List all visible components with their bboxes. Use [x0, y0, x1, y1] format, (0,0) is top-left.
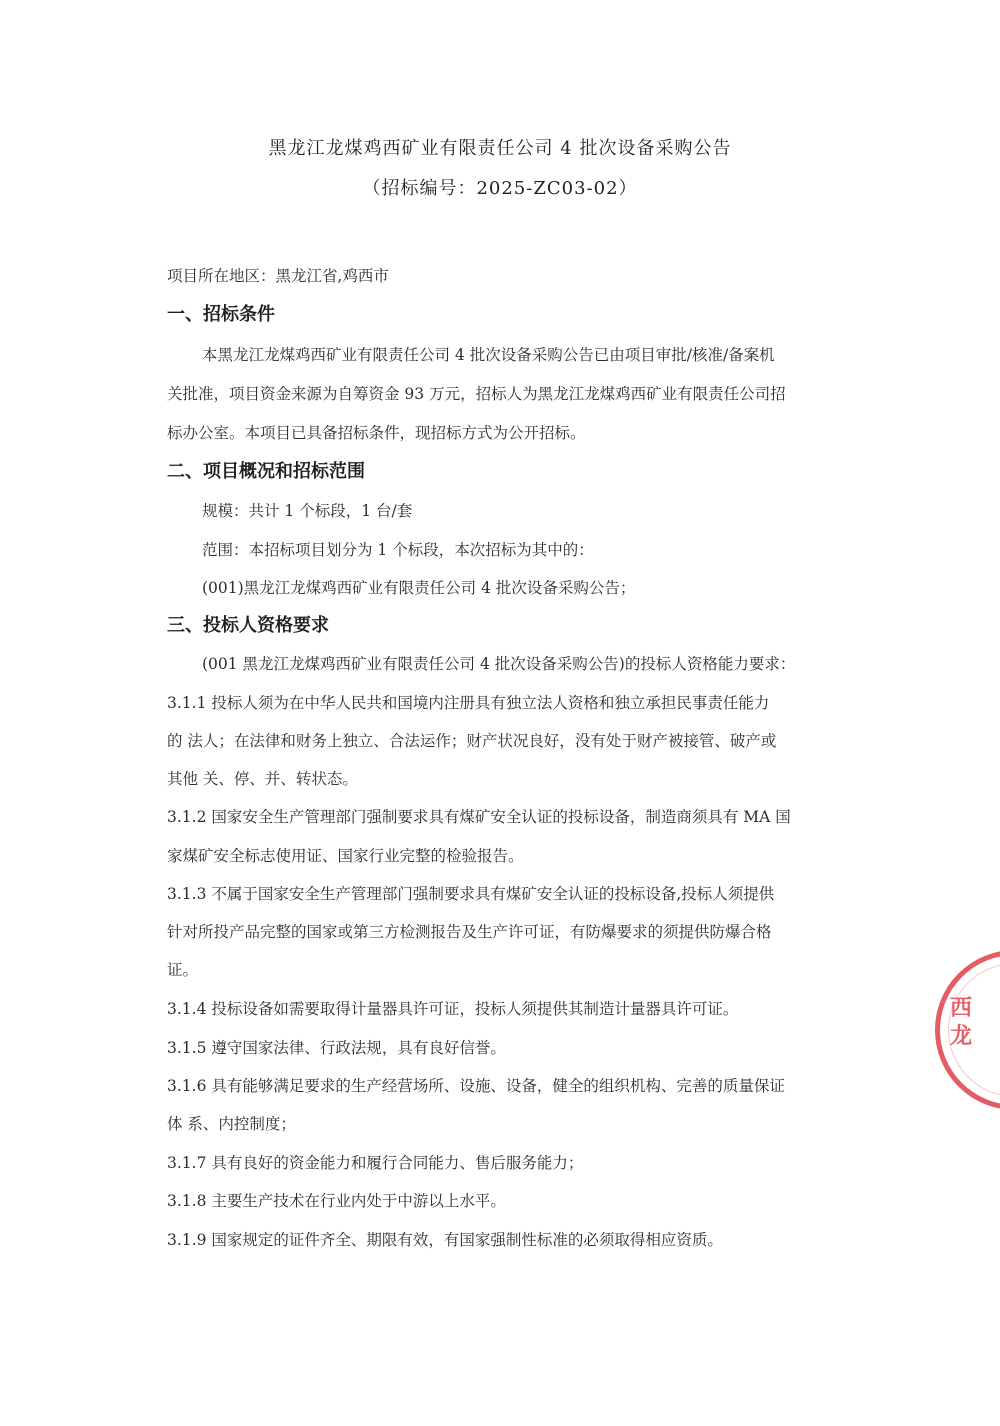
requirement-line: 3.1.4 投标设备如需要取得计量器具许可证，投标人须提供其制造计量器具许可证。 — [167, 1000, 739, 1018]
requirement-line: 3.1.9 国家规定的证件齐全、期限有效，有国家强制性标准的必须取得相应资质。 — [167, 1231, 723, 1249]
paragraph-line: 范围：本招标项目划分为 1 个标段，本次招标为其中的： — [202, 541, 594, 559]
seal-lettering: 西龙 — [950, 996, 973, 1049]
tender-number: （招标编号：2025-ZC03-02） — [362, 178, 638, 199]
paragraph-line: 规模：共计 1 个标段，1 台/套 — [202, 502, 413, 520]
project-location: 项目所在地区：黑龙江省,鸡西市 — [167, 267, 389, 285]
requirement-line: 3.1.1 投标人须为在中华人民共和国境内注册具有独立法人资格和独立承担民事责任能力 — [167, 694, 770, 712]
requirement-line: 其他 关、停、并、转状态。 — [167, 770, 358, 788]
requirement-line: 的 法人；在法律和财务上独立、合法运作；财产状况良好，没有处于财产被接管、破产或 — [167, 732, 777, 750]
requirement-line: 3.1.6 具有能够满足要求的生产经营场所、设施、设备，健全的组织机构、完善的质量保证 — [167, 1077, 785, 1095]
requirement-line: 3.1.8 主要生产技术在行业内处于中游以上水平。 — [167, 1192, 506, 1210]
section-heading-tender-conditions: 一、招标条件 — [167, 304, 275, 325]
company-seal-stamp — [935, 950, 1000, 1110]
requirement-line: 3.1.2 国家安全生产管理部门强制要求具有煤矿安全认证的投标设备，制造商须具有 MA 国 — [167, 808, 791, 826]
requirement-line: 针对所投产品完整的国家或第三方检测报告及生产许可证，有防爆要求的须提供防爆合格 — [167, 923, 772, 941]
paragraph-line: (001)黑龙江龙煤鸡西矿业有限责任公司 4 批次设备采购公告； — [202, 579, 636, 597]
document-title: 黑龙江龙煤鸡西矿业有限责任公司 4 批次设备采购公告 — [268, 138, 732, 159]
requirement-line: 3.1.5 遵守国家法律、行政法规，具有良好信誉。 — [167, 1039, 506, 1057]
section-heading-bidder-qualifications: 三、投标人资格要求 — [167, 615, 329, 636]
paragraph-line: 本黑龙江龙煤鸡西矿业有限责任公司 4 批次设备采购公告已由项目审批/核准/备案机 — [202, 346, 775, 364]
requirement-line: 体 系、内控制度； — [167, 1115, 296, 1133]
requirement-line: 家煤矿安全标志使用证、国家行业完整的检验报告。 — [167, 847, 524, 865]
requirement-line: 3.1.7 具有良好的资金能力和履行合同能力、售后服务能力； — [167, 1154, 584, 1172]
requirement-line: 证。 — [167, 961, 199, 979]
requirement-line: 3.1.3 不属于国家安全生产管理部门强制要求具有煤矿安全认证的投标设备,投标人须提供 — [167, 885, 775, 903]
paragraph-line: 关批准，项目资金来源为自筹资金 93 万元，招标人为黑龙江龙煤鸡西矿业有限责任公司招 — [167, 385, 786, 403]
paragraph-line: 标办公室。本项目已具备招标条件，现招标方式为公开招标。 — [167, 424, 586, 442]
section-heading-project-overview: 二、项目概况和招标范围 — [167, 461, 365, 482]
paragraph-line: (001 黑龙江龙煤鸡西矿业有限责任公司 4 批次设备采购公告)的投标人资格能力要求： — [202, 655, 796, 673]
